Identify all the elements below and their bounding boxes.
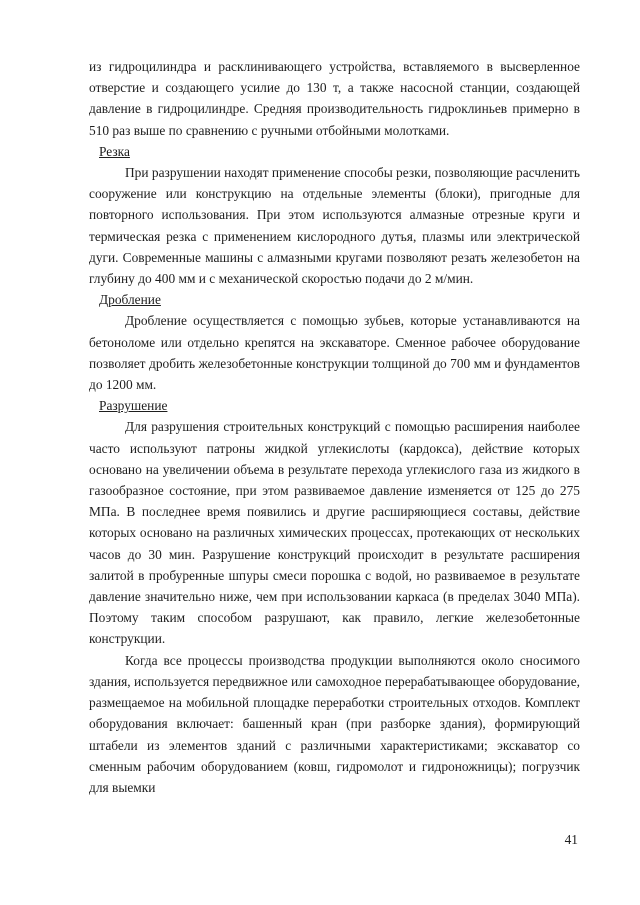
page-body bbox=[89, 56, 580, 798]
page-number: 41 bbox=[564, 832, 578, 847]
paragraph: Когда все процессы производства продукции выполняются около сносимого здания, используется передвижное или самоходное перерабатывающее оборудование, размещаемое на мобильной площадке переработки строительных отходов. Комплект оборудования включает: башенный кран (при разборке здания), формирующий штабели из элементов зданий с различными характеристиками; экскаватор со сменным рабочим оборудованием (ковш, гидромолот и гидроножницы); погрузчик для выемки bbox=[89, 652, 580, 795]
paragraph: из гидроцилиндра и расклинивающего устройства, вставляемого в высверленное отверстие и создающего усилие до 130 т, а также насосной станции, создающей давление в гидроцилиндре. Средняя производительность гидроклиньев примерно в 510 раз выше по сравнению с ручными отбойными молотками. bbox=[89, 59, 580, 138]
section-heading-destruction: Разрушение bbox=[99, 398, 168, 414]
section-heading-crushing: Дробление bbox=[99, 292, 161, 308]
paragraph: При разрушении находят применение способы резки, позволяющие расчленить сооружение или конструкцию на отдельные элементы (блоки), пригодные для повторного использования. При этом используются алмазные отрезные круги и термическая резка с применением кислородного дутья, плазмы или электрической дуги. Современные машины с алмазными кругами позволяют резать железобетон на глубину до 400 мм и с механической скоростью подачи до 2 м/мин. bbox=[89, 165, 580, 287]
paragraph: Для разрушения строительных конструкций с помощью расширения наиболее часто используют патроны жидкой углекислоты (кардокса), действие которых основано на увеличении объема в результате перехода углекислого газа из жидкого в газообразное состояние, при этом развиваемое давление изменяется от 125 до 275 МПа. В последнее время появились и другие расширяющиеся составы, действие которых основано на различных химических процессах, протекающих от нескольких часов до 30 мин. Разрушение конструкций происходит в результате расширения залитой в пробуренные шпуры смеси порошка с водой, но развиваемое в результате давление значительно ниже, чем при использовании каркаса (в пределах 3040 МПа). Поэтому таким способом разрушают, как правило, легкие железобетонные конструкции. bbox=[89, 419, 580, 647]
paragraph: Дробление осуществляется с помощью зубьев, которые устанавливаются на бетоноломе или отдельно крепятся на экскаваторе. Сменное рабочее оборудование позволяет дробить железобетонные конструкции толщиной до 700 мм и фундаментов до 1200 мм. bbox=[89, 313, 580, 393]
section-heading-cutting: Резка bbox=[99, 143, 130, 159]
